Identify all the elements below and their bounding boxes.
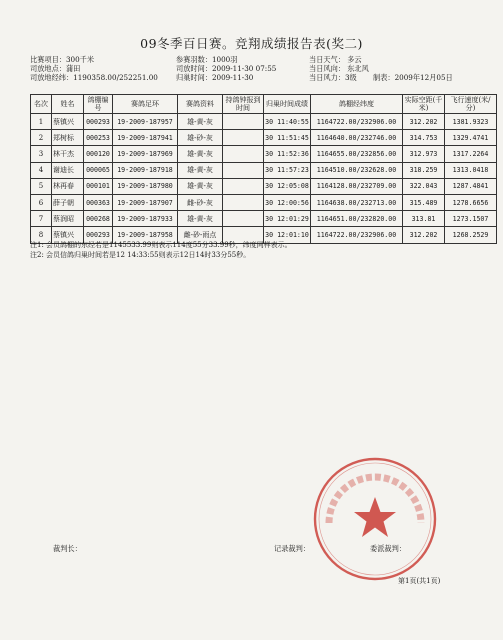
col-header: 飞行速度(米/分) [445, 95, 497, 114]
cell-rank: 8 [31, 227, 52, 243]
cell-ring: 19-2009-187918 [113, 162, 178, 178]
info-right [309, 55, 453, 82]
cell-rank: 6 [31, 194, 52, 210]
cell-coords: 1164638.00/232713.00 [311, 194, 403, 210]
cell-rank: 1 [31, 114, 52, 130]
cell-dist: 314.753 [403, 130, 445, 146]
cell-coords: 1164128.00/232709.00 [311, 178, 403, 194]
cell-time: 30 12:01:10 [264, 227, 311, 243]
cell-time: 30 11:52:36 [264, 146, 311, 162]
cell-rank: 5 [31, 178, 52, 194]
cell-ring: 19-2009-187907 [113, 194, 178, 210]
cell-rank: 3 [31, 146, 52, 162]
cell-rank: 2 [31, 130, 52, 146]
wind-and-date-line [309, 73, 453, 82]
cell-info: 雄-黄-灰 [178, 178, 223, 194]
cell-loft: 000120 [84, 146, 113, 162]
cell-dist: 313.81 [403, 211, 445, 227]
cell-dist: 312.973 [403, 146, 445, 162]
release-coords: 司放地经纬：1190358.00/252251.00 [30, 73, 158, 82]
table-header-row [31, 95, 497, 114]
cell-time: 30 11:57:23 [264, 162, 311, 178]
cell-name: 林再春 [52, 178, 84, 194]
weather: 当日天气： 多云 [309, 55, 362, 64]
cell-checkin [223, 162, 264, 178]
cell-coords: 1164655.00/232856.00 [311, 146, 403, 162]
cell-info: 雄-黄-灰 [178, 162, 223, 178]
cell-checkin [223, 194, 264, 210]
cell-loft: 000293 [84, 227, 113, 243]
cell-loft: 000363 [84, 194, 113, 210]
table-row [31, 194, 497, 210]
cell-dist: 318.259 [403, 162, 445, 178]
cell-name: 蔡镇兴 [52, 227, 84, 243]
cell-info: 雌-砂-雨点 [178, 227, 223, 243]
cell-checkin [223, 178, 264, 194]
cell-speed: 1287.4841 [445, 178, 497, 194]
cell-checkin [223, 146, 264, 162]
table-row [31, 130, 497, 146]
judge-signature-label: 裁判长： [53, 544, 82, 553]
cell-name: 谢迪长 [52, 162, 84, 178]
cell-loft: 000065 [84, 162, 113, 178]
release-place: 司放地点：蒲田 [30, 64, 81, 73]
cell-ring: 19-2009-187957 [113, 114, 178, 130]
cell-name: 郑树标 [52, 130, 84, 146]
note-2: 注2: 会员信鸽归巢时间若是12 14:33:55则表示12日14时33分55秒。 [30, 250, 251, 259]
cell-loft: 000268 [84, 211, 113, 227]
info-left [30, 55, 158, 82]
cell-time: 30 11:40:55 [264, 114, 311, 130]
cell-name: 蔡镇兴 [52, 114, 84, 130]
cell-coords: 1164651.00/232820.00 [311, 211, 403, 227]
cell-ring: 19-2009-187941 [113, 130, 178, 146]
cell-name: 蔡润昭 [52, 211, 84, 227]
cell-checkin [223, 211, 264, 227]
cell-speed: 1278.6656 [445, 194, 497, 210]
notes [30, 241, 292, 260]
return-date: 归巢时间：2009-11-30 [176, 73, 254, 82]
cell-dist: 312.202 [403, 227, 445, 243]
cell-coords: 1164510.00/232628.00 [311, 162, 403, 178]
cell-ring: 19-2009-187958 [113, 227, 178, 243]
cell-ring: 19-2009-187933 [113, 211, 178, 227]
cell-time: 30 12:01:29 [264, 211, 311, 227]
cell-coords: 1164722.00/232906.00 [311, 227, 403, 243]
cell-dist: 322.043 [403, 178, 445, 194]
col-header: 归巢时间成绩 [264, 95, 311, 114]
cell-time: 30 12:05:08 [264, 178, 311, 194]
col-header: 名次 [31, 95, 52, 114]
cell-speed: 1317.2264 [445, 146, 497, 162]
info-middle [176, 55, 276, 82]
cell-dist: 315.489 [403, 194, 445, 210]
cell-time: 30 12:00:56 [264, 194, 311, 210]
table-row [31, 211, 497, 227]
cell-name: 薛子朝 [52, 194, 84, 210]
cell-speed: 1313.0418 [445, 162, 497, 178]
cell-info: 雌-砂-灰 [178, 194, 223, 210]
race-item: 比赛项目：300千米 [30, 55, 95, 64]
cell-speed: 1268.2529 [445, 227, 497, 243]
cell-info: 雄-黄-灰 [178, 146, 223, 162]
cell-rank: 4 [31, 162, 52, 178]
col-header: 实际空距(千米) [403, 95, 445, 114]
cell-rank: 7 [31, 211, 52, 227]
cell-loft: 000253 [84, 130, 113, 146]
cell-ring: 19-2009-187980 [113, 178, 178, 194]
col-header: 鸽棚编号 [84, 95, 113, 114]
cell-coords: 1164722.00/232906.00 [311, 114, 403, 130]
cell-speed: 1381.9323 [445, 114, 497, 130]
col-header: 赛鸽足环 [113, 95, 178, 114]
page-number: 第1页(共1页) [398, 577, 441, 585]
col-header: 赛鸽资料 [178, 95, 223, 114]
entries-count: 参赛羽数：1000羽 [176, 55, 238, 64]
cell-info: 雄-黄-灰 [178, 114, 223, 130]
note-1: 注1: 会员鸽棚的东经若是1145533.99则表示114度55分33.99秒，纬度同样表示。 [30, 241, 292, 249]
cell-speed: 1329.4741 [445, 130, 497, 146]
table-row [31, 146, 497, 162]
col-header: 持鸽钟报到时间 [223, 95, 264, 114]
cell-loft: 000101 [84, 178, 113, 194]
cell-checkin [223, 130, 264, 146]
official-seal-stamp [309, 453, 441, 585]
cell-dist: 312.202 [403, 114, 445, 130]
cell-checkin [223, 114, 264, 130]
col-header: 鸽棚经纬度 [311, 95, 403, 114]
made-date: 制表：2009年12月05日 [373, 73, 453, 82]
table-body [31, 114, 497, 244]
wind-force: 当日风力：3级 [309, 73, 357, 82]
cell-name: 林干杰 [52, 146, 84, 162]
cell-loft: 000293 [84, 114, 113, 130]
col-header: 姓名 [52, 95, 84, 114]
cell-info: 雄-黄-灰 [178, 211, 223, 227]
results-table [30, 94, 497, 244]
cell-time: 30 11:51:45 [264, 130, 311, 146]
report-title: 09冬季百日赛。竞翔成绩报告表(奖二) [140, 36, 363, 51]
wind-direction: 当日风向： 东北风 [309, 64, 369, 73]
cell-ring: 19-2009-187969 [113, 146, 178, 162]
release-time: 司放时间：2009-11-30 07:55 [176, 64, 277, 73]
cell-coords: 1164640.00/232746.00 [311, 130, 403, 146]
cell-speed: 1273.1507 [445, 211, 497, 227]
cell-info: 雄-砂-灰 [178, 130, 223, 146]
table-row [31, 162, 497, 178]
delegate-signature-label: 委派裁判： [370, 544, 406, 553]
table-row [31, 178, 497, 194]
recorder-signature-label: 记录裁判： [274, 544, 310, 553]
table-row [31, 114, 497, 130]
